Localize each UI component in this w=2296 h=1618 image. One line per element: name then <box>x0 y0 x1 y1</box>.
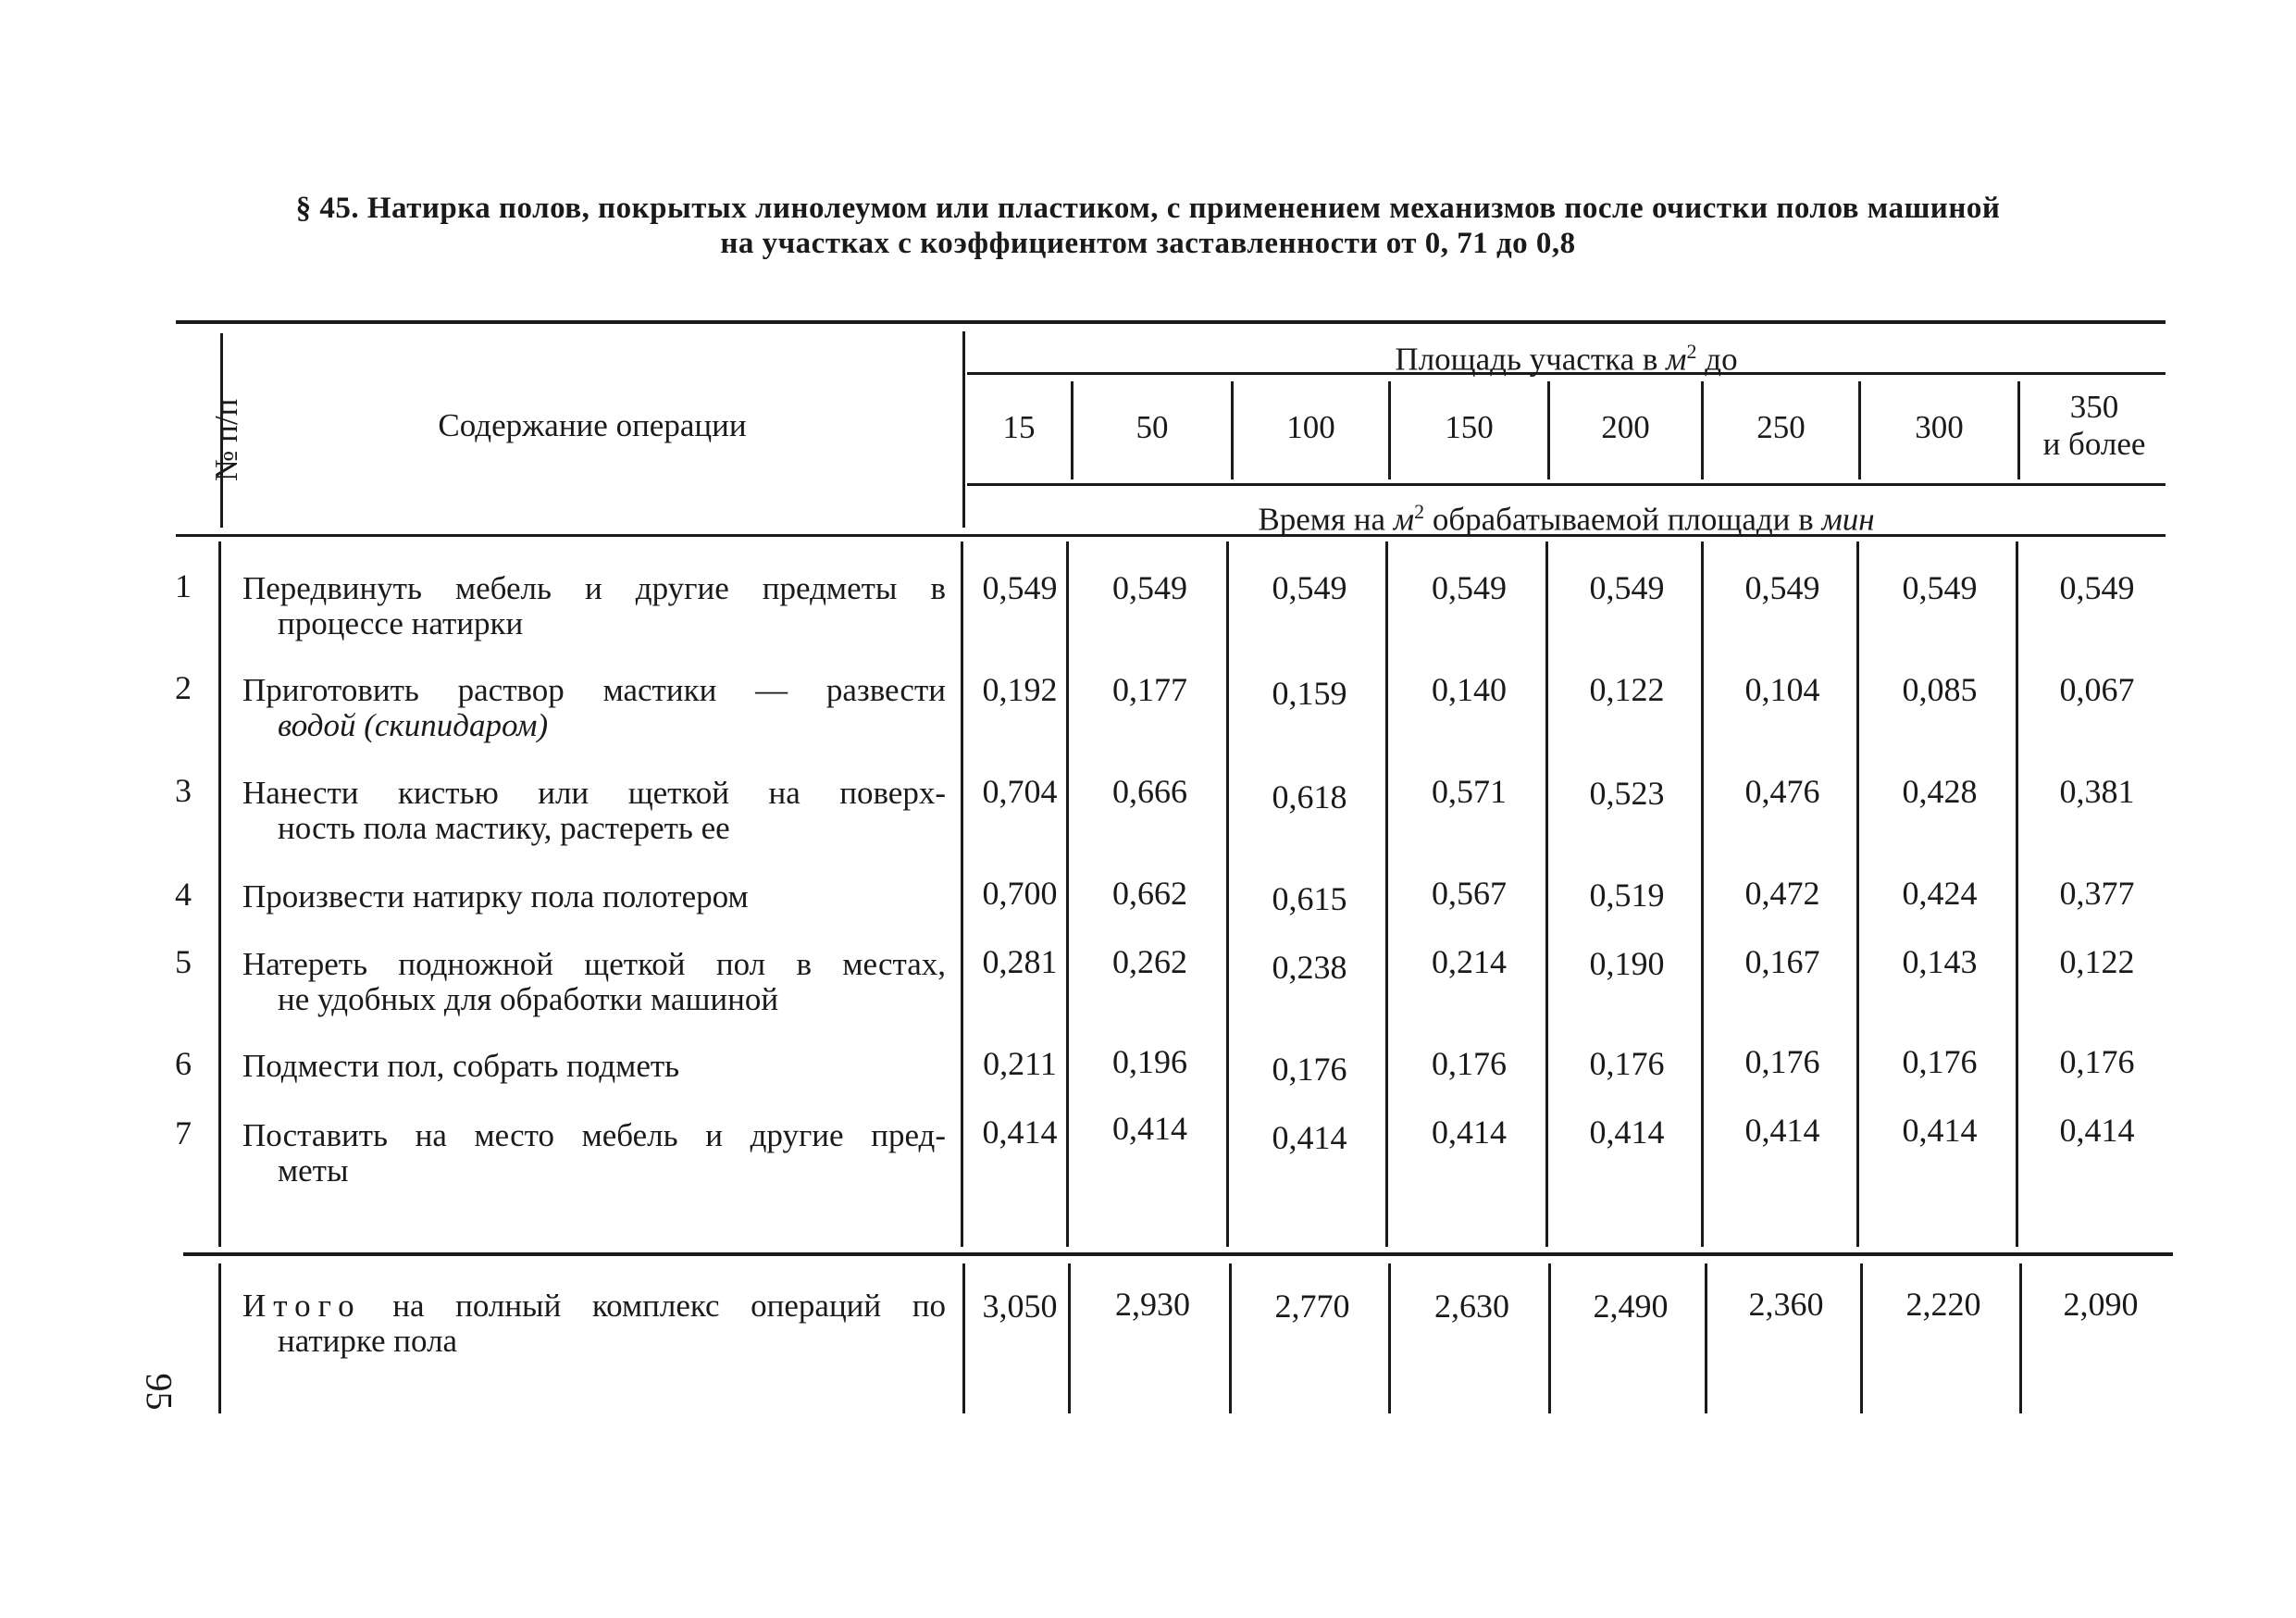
row-4-desc <box>242 879 946 915</box>
table-cell: 0,176 <box>1744 1043 1820 1080</box>
table-cell: 0,700 <box>982 875 1058 912</box>
section-title-line2: на участках с коэффициентом заставленности от 0, 71 до 0,8 <box>720 227 1576 260</box>
table-cell: 0,549 <box>1744 569 1820 606</box>
table-cell: 0,140 <box>1432 671 1507 708</box>
table-cell: 0,122 <box>2059 943 2135 980</box>
table-cell: 0,414 <box>1589 1114 1665 1151</box>
table-cell: 0,704 <box>982 773 1058 810</box>
col-divider-body-7 <box>2016 541 2018 1247</box>
table-cell: 0,377 <box>2059 875 2135 912</box>
col-divider-total-2 <box>1229 1263 1232 1413</box>
table-cell: 0,519 <box>1589 877 1665 914</box>
row-7-desc-line1: Поставить на место мебель и другие пред- <box>242 1117 946 1153</box>
total-cell: 2,630 <box>1434 1288 1509 1325</box>
col-divider-total-1 <box>1068 1263 1071 1413</box>
row-1-num: 1 <box>175 567 192 604</box>
total-desc-line1 <box>242 1288 946 1324</box>
table-cell: 0,159 <box>1272 675 1347 712</box>
table-cell: 0,571 <box>1432 773 1507 810</box>
table-cell: 0,472 <box>1744 875 1820 912</box>
col-header-2: 50 <box>1136 409 1169 445</box>
table-cell: 0,085 <box>1902 671 1978 708</box>
row-2-desc-line2: водой (скипидаром) <box>278 707 549 743</box>
col-divider-total-3 <box>1388 1263 1391 1413</box>
row-7-num: 7 <box>175 1114 192 1151</box>
col-divider-body-3 <box>1385 541 1388 1247</box>
time-header-prefix: Время на <box>1258 501 1394 538</box>
table-cell: 0,549 <box>1902 569 1978 606</box>
table-top-rule <box>176 320 2166 324</box>
table-cell: 0,549 <box>1432 569 1507 606</box>
row-6-desc-line1: Подмести пол, собрать подметь <box>242 1048 680 1084</box>
desc-col-divider-header <box>962 331 965 528</box>
table-cell: 0,549 <box>1589 569 1665 606</box>
desc-col-divider-total <box>962 1263 965 1413</box>
total-desc-line2: натирке пола <box>278 1323 458 1359</box>
area-header-suffix: до <box>1696 341 1738 378</box>
total-prefix: Итого <box>242 1288 362 1324</box>
desc-col-divider-body <box>961 541 963 1247</box>
row-3-desc-line1: Нанести кистью или щеткой на поверх- <box>242 775 946 811</box>
table-cell: 0,262 <box>1112 943 1187 980</box>
row-1-desc <box>242 571 946 641</box>
table-cell: 0,549 <box>1112 569 1187 606</box>
row-3-desc <box>242 776 946 846</box>
table-cell: 0,281 <box>982 943 1058 980</box>
table-cell: 0,549 <box>1272 569 1347 606</box>
row-7-desc <box>242 1118 946 1189</box>
table-cell: 0,176 <box>1902 1043 1978 1080</box>
table-cell: 0,176 <box>2059 1043 2135 1080</box>
total-cell: 2,930 <box>1115 1286 1190 1323</box>
table-cell: 0,549 <box>982 569 1058 606</box>
total-cell: 2,490 <box>1593 1288 1669 1325</box>
table-cell: 0,428 <box>1902 773 1978 810</box>
page-number: 95 <box>138 1373 180 1411</box>
table-cell: 0,476 <box>1744 773 1820 810</box>
row-3-desc-line2: ность пола мастику, растереть ее <box>278 810 730 846</box>
total-cell: 2,360 <box>1748 1286 1824 1323</box>
table-cell: 0,414 <box>1902 1112 1978 1149</box>
col-divider-body-5 <box>1701 541 1704 1247</box>
table-cell: 0,190 <box>1589 945 1665 982</box>
table-cell: 0,176 <box>1432 1045 1507 1082</box>
num-col-divider-total <box>218 1263 221 1413</box>
row-6-desc <box>242 1049 946 1084</box>
table-cell: 0,414 <box>1272 1119 1347 1156</box>
row-1-desc-line1: Передвинуть мебель и другие предметы в <box>242 570 946 606</box>
row-3-num: 3 <box>175 772 192 809</box>
table-cell: 0,167 <box>1744 943 1820 980</box>
total-desc-rest: на полный комплекс операций по <box>361 1288 946 1324</box>
time-header-sup: 2 <box>1414 500 1425 523</box>
row-2-desc-line1: Приготовить раствор мастики — развести <box>242 672 946 708</box>
table-cell: 0,523 <box>1589 775 1665 812</box>
table-cell: 0,214 <box>1432 943 1507 980</box>
col-divider-total-4 <box>1548 1263 1551 1413</box>
table-cell: 0,414 <box>982 1114 1058 1151</box>
row-5-desc <box>242 947 946 1017</box>
table-cell: 0,549 <box>2059 569 2135 606</box>
time-header <box>967 493 2166 539</box>
time-header-min: мин <box>1821 501 1875 538</box>
col-header-4: 150 <box>1445 409 1494 445</box>
row-2-num: 2 <box>175 669 192 706</box>
row-5-desc-line1: Натереть подножной щеткой пол в местах, <box>242 946 946 982</box>
table-cell: 0,414 <box>1432 1114 1507 1151</box>
table-cell: 0,662 <box>1112 875 1187 912</box>
area-header-unit: м <box>1666 341 1687 378</box>
col-header-8-line2: и более <box>2042 426 2146 462</box>
table-cell: 0,192 <box>982 671 1058 708</box>
row-4-num: 4 <box>175 876 192 913</box>
table-cell: 0,104 <box>1744 671 1820 708</box>
time-header-unit: м <box>1393 501 1415 538</box>
total-cell: 2,770 <box>1274 1288 1350 1325</box>
col-divider-total-6 <box>1860 1263 1863 1413</box>
row-5-num: 5 <box>175 943 192 980</box>
section-title-line1: § 45. Натирка полов, покрытых линолеумом или пластиком, с применением механизмов после очистки полов машиной <box>295 192 2001 225</box>
area-header-prefix: Площадь участка в <box>1395 341 1667 378</box>
row-7-desc-line2: меты <box>278 1152 349 1189</box>
total-top-rule <box>183 1252 2173 1256</box>
table-cell: 0,176 <box>1272 1051 1347 1088</box>
table-cell: 0,176 <box>1589 1045 1665 1082</box>
table-cell: 0,381 <box>2059 773 2135 810</box>
col-header-1: 15 <box>1002 409 1036 445</box>
num-col-header: № п/п <box>208 398 244 481</box>
table-cell: 0,414 <box>2059 1112 2135 1149</box>
total-cell: 3,050 <box>982 1288 1058 1325</box>
total-cell: 2,090 <box>2063 1286 2139 1323</box>
row-5-desc-line2: не удобных для обработки машиной <box>278 981 779 1017</box>
table-cell: 0,211 <box>983 1045 1057 1082</box>
table-cell: 0,177 <box>1112 671 1187 708</box>
table-cell: 0,238 <box>1272 949 1347 986</box>
area-header-sup: 2 <box>1686 340 1697 363</box>
col-header-5: 200 <box>1601 409 1650 445</box>
col-divider-total-7 <box>2019 1263 2022 1413</box>
col-divider-total-5 <box>1705 1263 1707 1413</box>
col-header-6: 250 <box>1756 409 1806 445</box>
area-header <box>967 333 2166 379</box>
table-cell: 0,143 <box>1902 943 1978 980</box>
col-divider-body-4 <box>1545 541 1548 1247</box>
num-col-divider-body <box>218 541 221 1247</box>
table-cell: 0,067 <box>2059 671 2135 708</box>
table-cell: 0,414 <box>1744 1112 1820 1149</box>
table-cell: 0,414 <box>1112 1110 1187 1147</box>
table-cell: 0,666 <box>1112 773 1187 810</box>
row-6-num: 6 <box>175 1045 192 1082</box>
row-4-desc-line1: Произвести натирку пола полотером <box>242 878 749 915</box>
table-cell: 0,615 <box>1272 880 1347 917</box>
table-cell: 0,196 <box>1112 1043 1187 1080</box>
table-cell: 0,567 <box>1432 875 1507 912</box>
table-cell: 0,424 <box>1902 875 1978 912</box>
row-2-desc <box>242 673 946 743</box>
total-desc <box>242 1288 946 1359</box>
col-header-8-line1: 350 <box>2069 389 2119 425</box>
row-1-desc-line2: процессе натирки <box>278 605 524 641</box>
table-cell: 0,618 <box>1272 778 1347 815</box>
col-header-3: 100 <box>1286 409 1335 445</box>
table-cell: 0,122 <box>1589 671 1665 708</box>
total-cell: 2,220 <box>1905 1286 1981 1323</box>
col-divider-body-2 <box>1226 541 1229 1247</box>
col-header-7: 300 <box>1915 409 1964 445</box>
columns-header-rule <box>967 483 2166 486</box>
desc-col-header: Содержание операции <box>438 407 747 443</box>
col-divider-body-6 <box>1856 541 1859 1247</box>
time-header-mid: обрабатываемой площади в <box>1424 501 1822 538</box>
